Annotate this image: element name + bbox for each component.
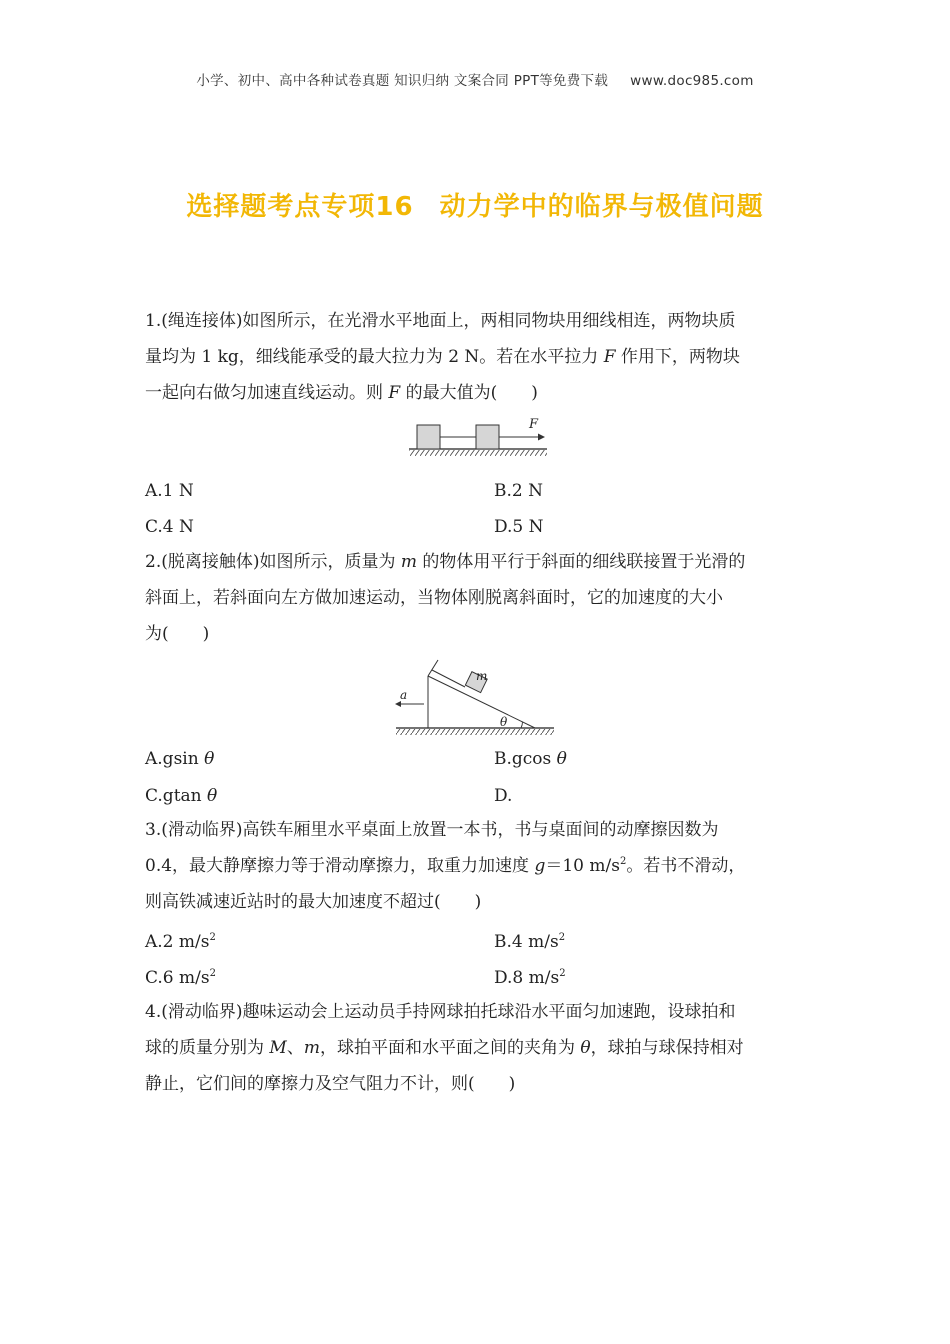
q1-tag: 绳连接体 <box>167 311 236 331</box>
q2-string <box>432 670 465 687</box>
q2-line3: 为( ) <box>145 624 210 644</box>
q4-line3: 静止，它们间的摩擦力及空气阻力不计，则( ) <box>145 1074 516 1094</box>
q2-mass-label: m <box>476 669 488 683</box>
title-main: 选择题考点专项16 <box>186 192 414 222</box>
q4-line1: 4.(滑动临界)趣味运动会上运动员手持网球拍托球沿水平面匀加速跑，设球拍和 <box>145 1002 736 1022</box>
q1-block-left <box>417 425 440 449</box>
q2-option-d[interactable]: D. <box>494 786 513 806</box>
q4-tag: 滑动临界 <box>167 1002 236 1022</box>
q2-option-a[interactable]: A.gsin θ <box>145 749 215 769</box>
title-sub: 动力学中的临界与极值问题 <box>439 192 764 222</box>
q1-option-b[interactable]: B.2 N <box>494 481 543 501</box>
q1-option-c[interactable]: C.4 N <box>145 517 194 537</box>
q4-line2: 球的质量分别为 M、m，球拍平面和水平面之间的夹角为 θ，球拍与球保持相对 <box>145 1038 744 1058</box>
q1-line2: 量均为 1 kg，细线能承受的最大拉力为 2 N。若在水平拉力 F 作用下，两物块 <box>145 347 740 367</box>
q1-line3: 一起向右做匀加速直线运动。则 F 的最大值为( ) <box>145 383 538 403</box>
question-2 <box>145 544 810 652</box>
q1-option-d[interactable]: D.5 N <box>494 517 544 537</box>
header-site[interactable]: www.doc985.com <box>630 73 754 89</box>
page-header <box>0 69 950 89</box>
q2-option-c[interactable]: C.gtan θ <box>145 786 218 806</box>
q3-line2: 0.4，最大静摩擦力等于滑动摩擦力，取重力加速度 g＝10 $m/s^2$。若书不滑动， <box>145 856 746 876</box>
question-1 <box>145 303 810 411</box>
q3-tag: 滑动临界 <box>167 820 236 840</box>
q3-option-c[interactable]: C.6 $m/s^2$ <box>145 968 216 988</box>
q3-line3: 则高铁减速近站时的最大加速度不超过( ) <box>145 892 482 912</box>
q2-option-b[interactable]: B.gcos θ <box>494 749 567 769</box>
q2-figure <box>392 656 557 736</box>
q2-accel-label: a <box>400 688 408 702</box>
q2-angle-arc <box>521 722 523 729</box>
page-title <box>0 186 950 223</box>
q3-line1: 3.(滑动临界)高铁车厢里水平桌面上放置一本书，书与桌面间的动摩擦因数为 <box>145 820 719 840</box>
q3-option-a[interactable]: A.2 $m/s^2$ <box>145 932 216 952</box>
q1-figure <box>405 414 550 458</box>
q1-option-a[interactable]: A.1 N <box>145 481 194 501</box>
q3-option-d[interactable]: D.8 $m/s^2$ <box>494 968 566 988</box>
question-4 <box>145 994 810 1102</box>
q1-block-right <box>476 425 499 449</box>
q1-line1: 1.(绳连接体)如图所示，在光滑水平地面上，两相同物块用细线相连，两物块质 <box>145 311 736 331</box>
q2-tag: 脱离接触体 <box>167 552 253 572</box>
question-3 <box>145 812 810 920</box>
q2-angle-label: θ <box>500 715 508 729</box>
q1-force-label: F <box>529 417 539 432</box>
q2-line1: 2.(脱离接触体)如图所示，质量为 m 的物体用平行于斜面的细线联接置于光滑的 <box>145 552 746 572</box>
q3-option-b[interactable]: B.4 $m/s^2$ <box>494 932 566 952</box>
q2-post <box>428 660 438 676</box>
header-text: 小学、初中、高中各种试卷真题 知识归纳 文案合同 PPT等免费下载 <box>196 73 609 89</box>
q2-line2: 斜面上，若斜面向左方做加速运动，当物体刚脱离斜面时，它的加速度的大小 <box>145 588 723 608</box>
